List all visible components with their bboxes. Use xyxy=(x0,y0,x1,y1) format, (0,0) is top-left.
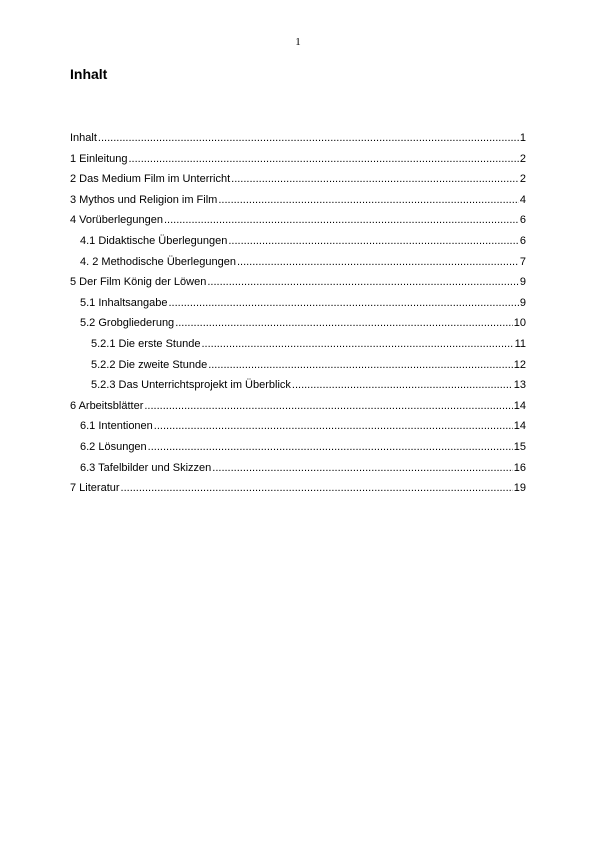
toc-dot-leader xyxy=(121,481,513,495)
toc-entry[interactable] xyxy=(70,337,526,358)
toc-entry-page: 13 xyxy=(513,379,526,392)
toc-entry[interactable] xyxy=(70,213,526,234)
toc-entry-title: Inhalt xyxy=(70,132,97,144)
toc-entry-title: 2 Das Medium Film im Unterricht xyxy=(70,173,231,186)
toc-entry-page: 2 xyxy=(519,152,526,165)
toc-entry[interactable] xyxy=(70,193,526,214)
toc-entry-title: 4.1 Didaktische Überlegungen xyxy=(80,234,228,247)
toc-entry[interactable] xyxy=(70,296,526,317)
toc-entry-page: 1 xyxy=(519,132,526,144)
toc-entry-title: 4. 2 Methodische Überlegungen xyxy=(80,255,236,268)
toc-entry-title: 5.1 Inhaltsangabe xyxy=(80,296,168,309)
toc-entry[interactable] xyxy=(70,316,526,337)
toc-entry[interactable] xyxy=(70,440,526,461)
toc-dot-leader xyxy=(154,419,513,433)
toc-entry-page: 19 xyxy=(513,482,526,495)
toc-entry-page: 14 xyxy=(513,399,526,412)
table-of-contents xyxy=(70,131,526,502)
toc-dot-leader xyxy=(129,152,519,166)
toc-dot-leader xyxy=(218,193,519,207)
toc-entry-page: 4 xyxy=(519,193,526,206)
toc-entry-page: 2 xyxy=(519,173,526,186)
toc-dot-leader xyxy=(207,275,519,289)
toc-entry[interactable] xyxy=(70,461,526,482)
toc-dot-leader xyxy=(237,255,519,269)
toc-entry-page: 16 xyxy=(513,461,526,474)
toc-dot-leader xyxy=(144,399,512,413)
toc-entry[interactable] xyxy=(70,275,526,296)
page-number: 1 xyxy=(295,36,301,48)
toc-entry-title: 3 Mythos und Religion im Film xyxy=(70,193,218,206)
toc-dot-leader xyxy=(164,213,519,227)
toc-entry-title: 5 Der Film König der Löwen xyxy=(70,276,207,289)
toc-entry-page: 11 xyxy=(514,337,526,350)
toc-dot-leader xyxy=(228,234,519,248)
toc-entry-title: 6.1 Intentionen xyxy=(80,420,153,433)
toc-dot-leader xyxy=(168,296,518,310)
toc-entry-page: 9 xyxy=(519,276,526,289)
toc-entry[interactable] xyxy=(70,152,526,173)
toc-entry[interactable] xyxy=(70,419,526,440)
toc-dot-leader xyxy=(208,358,513,372)
toc-heading: Inhalt xyxy=(70,66,108,82)
toc-entry-title: 5.2 Grobgliederung xyxy=(80,317,175,330)
toc-entry-title: 6.2 Lösungen xyxy=(80,440,147,453)
toc-entry-page: 14 xyxy=(513,420,526,433)
toc-entry[interactable] xyxy=(70,481,526,502)
toc-entry-page: 7 xyxy=(519,255,526,268)
toc-entry-title: 6.3 Tafelbilder und Skizzen xyxy=(80,461,212,474)
toc-entry-page: 6 xyxy=(519,214,526,227)
toc-entry-title: 1 Einleitung xyxy=(70,152,128,165)
toc-dot-leader xyxy=(292,378,513,392)
toc-entry-title: 5.2.2 Die zweite Stunde xyxy=(91,358,208,371)
toc-entry[interactable] xyxy=(70,172,526,193)
toc-entry[interactable] xyxy=(70,399,526,420)
toc-entry-page: 6 xyxy=(519,234,526,247)
toc-entry-title: 5.2.1 Die erste Stunde xyxy=(91,337,201,350)
toc-dot-leader xyxy=(98,131,519,145)
toc-entry-page: 12 xyxy=(513,358,526,371)
toc-dot-leader xyxy=(201,337,513,351)
toc-entry-page: 10 xyxy=(513,317,526,330)
toc-entry[interactable] xyxy=(70,234,526,255)
toc-dot-leader xyxy=(212,461,512,475)
toc-entry[interactable] xyxy=(70,378,526,399)
toc-entry-title: 4 Vorüberlegungen xyxy=(70,214,163,227)
toc-entry[interactable] xyxy=(70,255,526,276)
toc-dot-leader xyxy=(231,172,519,186)
toc-entry-title: 6 Arbeitsblätter xyxy=(70,399,144,412)
toc-entry-page: 9 xyxy=(519,296,526,309)
toc-entry[interactable] xyxy=(70,358,526,379)
toc-entry-title: 7 Literatur xyxy=(70,482,120,495)
toc-entry-title: 5.2.3 Das Unterrichtsprojekt im Überblick xyxy=(91,379,291,392)
toc-entry[interactable] xyxy=(70,131,526,152)
toc-dot-leader xyxy=(175,316,513,330)
toc-entry-page: 15 xyxy=(513,440,526,453)
toc-dot-leader xyxy=(148,440,513,454)
